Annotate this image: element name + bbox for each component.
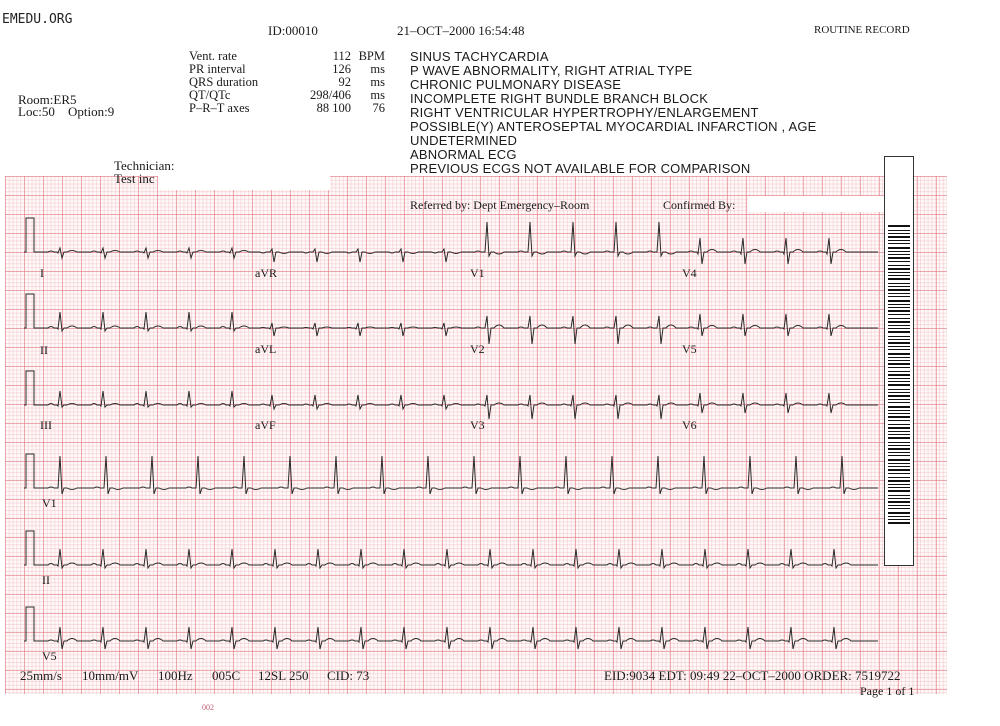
barcode-bar <box>888 459 910 461</box>
measurement-label: P–R–T axes <box>189 101 250 115</box>
measurement-label: Vent. rate <box>189 49 237 63</box>
barcode-bar <box>888 349 910 350</box>
barcode-bar <box>888 406 910 408</box>
measurement-unit: ms <box>370 75 385 89</box>
barcode-bar <box>888 268 910 270</box>
barcode-bar <box>888 512 910 514</box>
ecg-trace-row1-seg3 <box>467 222 680 256</box>
barcode-bar <box>888 357 910 358</box>
barcode-bar <box>888 448 910 450</box>
barcode-bar <box>888 314 910 315</box>
lead-label-v5: V5 <box>682 342 697 356</box>
barcode-bar <box>888 296 910 297</box>
barcode-bar <box>888 442 910 443</box>
barcode-bar <box>888 498 910 499</box>
measurement-label: PR interval <box>189 62 246 76</box>
barcode-bar <box>888 321 910 323</box>
barcode-bar <box>888 374 910 376</box>
lead-label-v1: V1 <box>470 266 485 280</box>
barcode-bar <box>888 484 910 485</box>
barcode-bar <box>888 243 910 244</box>
barcode-bar <box>888 431 910 432</box>
barcode-bar <box>888 254 910 255</box>
barcode-bar <box>888 247 910 249</box>
confirmed-by: Confirmed By: <box>663 198 736 212</box>
interpretation-line: P WAVE ABNORMALITY, RIGHT ATRIAL TYPE <box>410 63 693 78</box>
rhythm-label-v5: V5 <box>42 649 57 663</box>
barcode-bar <box>888 240 910 241</box>
barcode-bar <box>888 508 910 509</box>
lead-label-avr: aVR <box>255 266 277 280</box>
barcode-bar <box>888 445 910 446</box>
barcode-bar <box>888 477 910 478</box>
barcode-bar <box>888 469 910 471</box>
barcode-bar <box>888 346 910 347</box>
measurement-unit: ms <box>370 88 385 102</box>
measurement-label: QRS duration <box>189 75 259 89</box>
barcode-bar <box>888 289 910 291</box>
technician-label: Technician: <box>114 158 175 173</box>
lead-label-v2: V2 <box>470 342 485 356</box>
calibration-pulse <box>24 607 40 641</box>
barcode-bar <box>888 519 910 520</box>
rhythm-strip-3 <box>40 627 878 649</box>
calibration-pulse <box>24 531 40 565</box>
barcode-bar <box>888 416 910 418</box>
ecg-trace-row3-seg4 <box>680 393 878 413</box>
footer-filter: 100Hz <box>158 668 193 683</box>
measurement-value: 298/406 <box>310 88 351 102</box>
barcode-bar <box>888 501 910 503</box>
interpretation-line: PREVIOUS ECGS NOT AVAILABLE FOR COMPARISON <box>410 161 751 176</box>
footer-form-code: 002 <box>202 703 214 712</box>
barcode-bar <box>888 437 910 439</box>
barcode-bar <box>888 367 910 368</box>
interpretation-block <box>410 50 817 176</box>
barcode-bar <box>888 300 910 302</box>
barcode-bar <box>888 353 910 355</box>
record-type: ROUTINE RECORD <box>814 24 910 36</box>
calibration-pulse <box>24 454 40 488</box>
barcode-bar <box>888 272 910 273</box>
barcode-bar <box>888 371 910 372</box>
barcode-bar <box>888 487 910 488</box>
footer-page: Page 1 of 1 <box>860 684 915 698</box>
barcode-bar <box>888 413 910 414</box>
barcode-bar <box>888 480 910 482</box>
barcode-bar <box>888 399 910 400</box>
lead-label-avl: aVL <box>255 342 277 356</box>
barcode <box>884 156 914 566</box>
barcode-bar <box>888 310 910 312</box>
barcode-bar <box>888 225 910 227</box>
footer-code1: 005C <box>212 668 241 683</box>
barcode-bar <box>888 230 910 231</box>
measurement-value: 126 <box>332 62 351 76</box>
lead-label-v3: V3 <box>470 418 485 432</box>
referred-by: Referred by: Dept Emergency–Room <box>410 198 590 212</box>
calibration-pulse <box>24 371 40 405</box>
barcode-bar <box>888 360 910 361</box>
ecg-trace-row3-seg1 <box>40 391 252 407</box>
barcode-bar <box>888 381 910 382</box>
measurement-unit: BPM <box>358 49 385 63</box>
ecg-trace-row1-seg1 <box>40 248 252 258</box>
watermark: EMEDU.ORG <box>2 12 73 27</box>
barcode-bar <box>888 392 910 393</box>
barcode-bar <box>888 278 910 280</box>
barcode-bar <box>888 339 910 340</box>
barcode-bar <box>888 342 910 344</box>
barcode-bar <box>888 455 910 456</box>
barcode-bar <box>888 293 910 294</box>
barcode-bar <box>888 363 910 365</box>
barcode-bar <box>888 265 910 266</box>
calibration-pulse <box>24 294 40 328</box>
barcode-bar <box>888 307 910 308</box>
ecg-trace-row1-seg2 <box>252 249 467 262</box>
barcode-bar <box>888 473 910 474</box>
barcode-bar <box>888 378 910 379</box>
measurements-table <box>189 50 385 115</box>
barcode-bar <box>888 328 910 329</box>
ecg-trace-row1-seg4 <box>680 238 878 264</box>
lead-label-v4: V4 <box>682 266 697 280</box>
barcode-bar <box>888 395 910 397</box>
barcode-bar <box>888 466 910 467</box>
measurement-value: 92 <box>338 75 351 89</box>
barcode-bar <box>888 495 910 496</box>
ecg-trace-row2-seg4 <box>680 314 878 336</box>
barcode-bar <box>888 275 910 276</box>
interpretation-line: INCOMPLETE RIGHT BUNDLE BRANCH BLOCK <box>410 91 709 106</box>
room: Room:ER5 <box>18 92 77 107</box>
lead-label-avf: aVF <box>255 418 276 432</box>
barcode-bar <box>888 522 910 524</box>
footer-order: EID:9034 EDT: 09:49 22–OCT–2000 ORDER: 7519722 <box>604 668 901 683</box>
footer-gain: 10mm/mV <box>82 668 139 683</box>
barcode-bar <box>888 325 910 326</box>
rhythm-label-ii: II <box>42 573 50 587</box>
footer-cid: CID: 73 <box>327 668 370 683</box>
barcode-bar <box>888 516 910 517</box>
barcode-bar <box>888 336 910 337</box>
barcode-bar <box>888 463 910 464</box>
location: Loc:50 <box>18 104 55 119</box>
barcode-bar <box>888 420 910 421</box>
interpretation-line: ABNORMAL ECG <box>410 147 517 162</box>
ecg-trace-row3-seg2 <box>252 395 467 409</box>
record-datetime: 21–OCT–2000 16:54:48 <box>397 23 525 38</box>
interpretation-line: UNDETERMINED <box>410 133 518 148</box>
measurement-value: 112 <box>332 49 351 63</box>
measurement-unit: ms <box>370 62 385 76</box>
interpretation-line: CHRONIC PULMONARY DISEASE <box>410 77 622 92</box>
ecg-trace-row2-seg3 <box>467 316 680 344</box>
barcode-bar <box>888 331 910 333</box>
measurement-unit: 76 <box>372 101 385 115</box>
barcode-bar <box>888 283 910 284</box>
lead-label-i: I <box>40 266 44 280</box>
measurement-value: 88 100 <box>316 101 351 115</box>
barcode-bar <box>888 424 910 425</box>
rhythm-label-v1: V1 <box>42 496 57 510</box>
interpretation-line: RIGHT VENTRICULAR HYPERTROPHY/ENLARGEMENT <box>410 105 759 120</box>
barcode-bar <box>888 304 910 305</box>
ecg-trace-row2-seg2 <box>252 323 467 336</box>
barcode-bar <box>888 261 910 262</box>
interpretation-line: SINUS TACHYCARDIA <box>410 49 549 64</box>
barcode-bar <box>888 318 910 319</box>
lead-label-iii: III <box>40 418 52 432</box>
interpretation-line: POSSIBLE(Y) ANTEROSEPTAL MYOCARDIAL INFARCTION , AGE <box>410 119 817 134</box>
calibration-pulse <box>24 218 40 252</box>
lead-label-ii: II <box>40 343 48 357</box>
rhythm-strip-2 <box>40 549 878 568</box>
ecg-trace-row3-seg3 <box>467 395 680 419</box>
barcode-bar <box>888 427 910 429</box>
barcode-bar <box>888 452 910 453</box>
footer-code2: 12SL 250 <box>258 668 309 683</box>
lead-label-v6: V6 <box>682 418 697 432</box>
barcode-bar <box>888 389 910 390</box>
barcode-bar <box>888 286 910 287</box>
barcode-bar <box>888 236 910 238</box>
measurement-label: QT/QTc <box>189 88 231 102</box>
record-id: ID:00010 <box>268 23 318 38</box>
rhythm-strip-1 <box>40 456 878 494</box>
option: Option:9 <box>68 104 115 119</box>
barcode-bar <box>888 384 910 386</box>
measurement-row <box>189 102 385 115</box>
technician-test: Test inc <box>114 171 155 186</box>
barcode-bar <box>888 505 910 506</box>
barcode-bar <box>888 233 910 234</box>
footer-speed: 25mm/s <box>20 668 62 683</box>
barcode-bar <box>888 434 910 435</box>
barcode-bar <box>888 251 910 252</box>
barcode-bar <box>888 402 910 403</box>
barcode-bar <box>888 490 910 492</box>
barcode-bar <box>888 257 910 259</box>
barcode-bar <box>888 410 910 411</box>
ecg-trace-row2-seg1 <box>40 312 252 331</box>
